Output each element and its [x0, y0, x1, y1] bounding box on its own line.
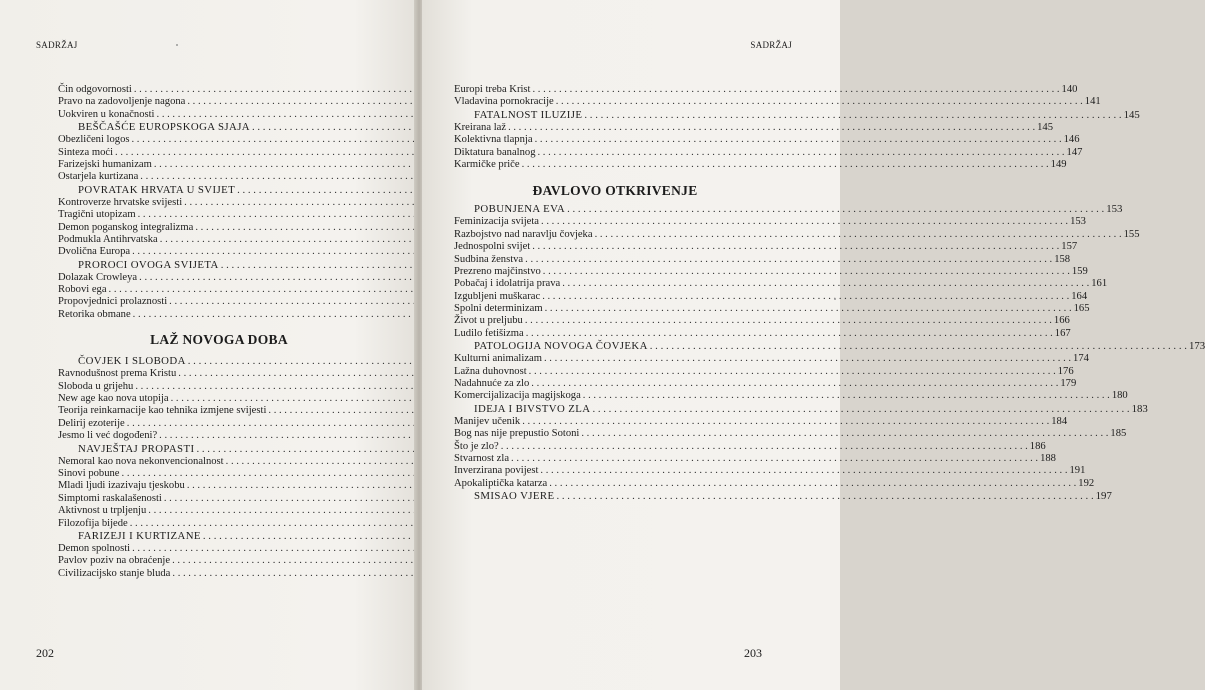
page-number: 203: [744, 646, 762, 660]
entry-title: Retorika obmane: [58, 308, 131, 320]
entry-page: 146: [1063, 134, 1080, 146]
entry-title: Kontroverze hrvatske svijesti: [58, 196, 183, 208]
dot-leader: [542, 291, 1069, 303]
dot-leader: [583, 390, 1110, 402]
dot-leader: [525, 254, 1052, 266]
toc-entry: [454, 158, 1067, 171]
dot-leader: [592, 403, 1129, 416]
entry-title: Dvolična Europa: [58, 246, 131, 258]
toc-entry: [454, 84, 1078, 96]
entry-page: 192: [1078, 477, 1095, 489]
toc-entry: [454, 365, 1074, 378]
entry-page: 145: [1037, 121, 1053, 133]
entry-page: 176: [1057, 365, 1074, 377]
paper-speck: [834, 298, 836, 300]
entry-title: FATALNOST ILUZIJE: [474, 108, 583, 121]
entry-page: 153: [1106, 203, 1123, 216]
entry-title: POVRATAK HRVATA U SVIJET: [78, 183, 236, 196]
entry-page: 161: [1091, 278, 1108, 290]
entry-title: Manijev učenik: [454, 415, 521, 427]
dot-leader: [581, 428, 1108, 440]
entry-title: PROROCI OVOGA SVIJETA: [78, 258, 219, 271]
entry-title: Kreirana laž: [454, 121, 507, 133]
toc-entry: [58, 96, 380, 108]
toc-entry: [58, 296, 380, 308]
running-head: SADRŽAJ: [36, 40, 78, 50]
entry-title: BEŠČAŠĆE EUROPSKOGA SJAJA: [78, 121, 250, 134]
entry-title: ČOVJEK I SLOBODA: [78, 355, 186, 368]
entry-page: 186: [1029, 440, 1046, 452]
entry-page: 188: [1040, 452, 1056, 464]
toc-entry: [58, 456, 380, 468]
entry-title: Pravo na zadovoljenje nagona: [58, 96, 186, 108]
entry-title: Karmičke priče: [454, 158, 520, 170]
toc-entry: [58, 171, 380, 183]
dot-leader: [533, 84, 1060, 96]
toc-subheading: [58, 259, 380, 272]
toc-entry: [454, 303, 1090, 315]
toc-section: [454, 84, 1140, 171]
toc-entry: [58, 246, 380, 258]
entry-title: IDEJA I BIVSTVO ZLA: [474, 402, 591, 415]
toc-list: [58, 84, 380, 580]
toc-entry: [454, 241, 1078, 253]
toc-entry: [454, 390, 1128, 402]
entry-title: Europi treba Krist: [454, 84, 531, 95]
toc-entry: [58, 468, 380, 480]
toc-entry: [454, 121, 1053, 134]
entry-page: 179: [1060, 378, 1077, 390]
toc-entry: [58, 493, 380, 505]
toc-entry: [58, 134, 380, 146]
entry-title: Propovjednici prolaznosti: [58, 296, 168, 308]
running-head: SADRŽAJ: [750, 40, 792, 50]
toc-subheading: [454, 340, 1205, 353]
toc-entry: [58, 272, 380, 284]
dot-leader: [567, 203, 1104, 216]
entry-title: Aktivnost u trpljenju: [58, 505, 147, 517]
entry-page: 173: [1188, 340, 1205, 353]
toc-entry: [58, 284, 380, 296]
entry-title: Tragični utopizam: [58, 209, 136, 221]
entry-page: 165: [1073, 303, 1090, 315]
toc-entry: [58, 368, 380, 380]
toc-entry: [58, 84, 380, 96]
entry-page: 159: [1071, 265, 1088, 277]
entry-page: 145: [1123, 108, 1140, 121]
toc-subheading: [58, 184, 380, 197]
toc-entry: [58, 147, 380, 159]
dot-leader: [543, 266, 1070, 278]
entry-page: 180: [1111, 390, 1128, 402]
dot-leader: [540, 465, 1067, 477]
toc-entry: [58, 430, 380, 442]
entry-page: 185: [1110, 428, 1127, 440]
entry-title: Izgubljeni muškarac: [454, 290, 541, 302]
entry-title: Nadahnuće za zlo: [454, 378, 530, 390]
entry-title: Robovi ega: [58, 284, 107, 296]
entry-title: Demon spolnosti: [58, 542, 131, 554]
dot-leader: [535, 134, 1062, 146]
entry-title: Pobačaj i idolatrija prava: [454, 278, 561, 290]
dot-leader: [532, 241, 1059, 253]
toc-subheading: [454, 402, 1148, 416]
entry-page: 140: [1061, 84, 1078, 95]
entry-page: 167: [1054, 327, 1071, 339]
dot-leader: [544, 353, 1071, 365]
entry-title: Teorija reinkarnacije kao tehnika izmjene svijesti: [58, 405, 267, 417]
toc-entry: [58, 405, 380, 417]
entry-title: FARIZEJI I KURTIZANE: [78, 529, 201, 542]
toc-subheading: [58, 443, 380, 456]
entry-title: Lažna duhovnost: [454, 365, 527, 377]
toc-entry: [454, 353, 1089, 365]
entry-title: Kolektivna tlapnja: [454, 134, 533, 146]
entry-title: Razbojstvo nad naravlju čovjeka: [454, 228, 593, 240]
entry-title: Spolni determinizam: [454, 303, 543, 315]
entry-title: Sinovi pobune: [58, 467, 120, 479]
toc-section: [58, 84, 380, 321]
toc-section: [58, 355, 380, 580]
toc-entry: [58, 480, 380, 492]
entry-title: Što je zlo?: [454, 440, 499, 452]
toc-subheading: [58, 355, 380, 368]
toc-entry: [454, 465, 1086, 477]
toc-entry: [454, 134, 1080, 146]
toc-entry: [58, 393, 380, 405]
entry-title: Vladavina pornokracije: [454, 96, 554, 108]
toc-list: [454, 84, 1205, 503]
entry-title: Jesmo li već dogođeni?: [58, 430, 158, 442]
dot-leader: [541, 216, 1068, 228]
page-number: 202: [36, 646, 54, 660]
toc-entry: [454, 290, 1088, 303]
toc-entry: [58, 234, 380, 246]
entry-title: Sudbina ženstva: [454, 253, 524, 265]
entry-title: Inverzirana povijest: [454, 465, 539, 477]
part-title: LAŽ NOVOGA DOBA: [150, 332, 288, 348]
entry-title: Dolazak Crowleya: [58, 271, 138, 283]
entry-page: 141: [1084, 96, 1101, 108]
entry-title: Ravnodušnost prema Kristu: [58, 368, 177, 380]
toc-entry: [454, 327, 1071, 340]
entry-page: 155: [1123, 228, 1140, 240]
toc-entry: [58, 197, 380, 209]
dot-leader: [508, 122, 1035, 134]
toc-entry: [58, 159, 380, 171]
right-page: [422, 0, 1205, 690]
toc-entry: [454, 315, 1070, 327]
toc-entry: [454, 452, 1056, 465]
toc-section: [454, 203, 1205, 503]
entry-title: Ostarjela kurtizana: [58, 171, 139, 183]
entry-title: Diktatura banalnog: [454, 146, 536, 158]
entry-title: Prezreno majčinstvo: [454, 265, 541, 277]
entry-title: Feminizacija svijeta: [454, 216, 540, 228]
entry-title: Pavlov poziv na obraćenje: [58, 555, 171, 567]
entry-page: 157: [1061, 241, 1078, 253]
entry-title: Jednospolni svijet: [454, 241, 531, 253]
entry-title: Komercijalizacija magijskoga: [454, 390, 581, 402]
entry-page: 184: [1051, 415, 1068, 427]
entry-page: 183: [1131, 402, 1148, 415]
entry-page: 197: [1095, 490, 1112, 503]
dot-leader: [522, 159, 1049, 171]
entry-title: Čin odgovornosti: [58, 84, 132, 95]
dot-leader: [562, 278, 1089, 290]
toc-subheading: [454, 108, 1140, 122]
entry-page: 149: [1050, 158, 1067, 170]
toc-entry: [58, 209, 380, 221]
entry-page: 166: [1053, 315, 1070, 327]
entry-title: Mladi ljudi izazivaju tjeskobu: [58, 480, 185, 492]
toc-entry: [58, 555, 380, 567]
entry-title: Bog nas nije prepustio Sotoni: [454, 428, 580, 440]
toc-entry: [58, 518, 380, 530]
entry-page: 153: [1070, 216, 1086, 228]
entry-title: POBUNJENA EVA: [474, 203, 566, 216]
toc-entry: [454, 278, 1108, 290]
entry-page: 164: [1071, 290, 1088, 302]
toc-entry: [58, 505, 380, 517]
toc-entry: [454, 378, 1077, 390]
entry-title: Filozofija bijede: [58, 517, 128, 529]
entry-title: Apokaliptička katarza: [454, 477, 548, 489]
dot-leader: [584, 109, 1121, 122]
dot-leader: [595, 229, 1122, 241]
entry-title: Civilizacijsko stanje bluda: [58, 567, 171, 579]
toc-entry: [454, 477, 1095, 490]
entry-title: Ludilo fetišizma: [454, 327, 524, 339]
entry-title: Život u preljubu: [454, 315, 523, 327]
entry-title: Podmukla Antihrvatska: [58, 233, 158, 245]
toc-entry: [58, 568, 380, 580]
toc-entry: [58, 109, 380, 121]
dot-leader: [525, 315, 1052, 327]
entry-title: Simptomi raskalašenosti: [58, 492, 162, 504]
dot-leader: [650, 340, 1187, 353]
dot-leader: [545, 303, 1072, 315]
entry-title: Uokviren u konačnosti: [58, 108, 155, 120]
entry-title: NAVJEŠTAJ PROPASTI: [78, 442, 195, 455]
entry-title: PATOLOGIJA NOVOGA ČOVJEKA: [474, 340, 648, 353]
toc-entry: [58, 418, 380, 430]
paper-speck: [176, 44, 178, 46]
toc-entry: [58, 543, 380, 555]
toc-entry: [454, 428, 1127, 440]
toc-entry: [454, 253, 1071, 266]
dot-leader: [511, 453, 1038, 465]
entry-title: Nemoral kao nova nekonvencionalnost: [58, 455, 224, 467]
dot-leader: [501, 441, 1028, 453]
toc-entry: [58, 309, 380, 321]
dot-leader: [538, 147, 1065, 159]
toc-subheading: [58, 121, 380, 134]
dot-leader: [526, 328, 1053, 340]
toc-entry: [58, 381, 380, 393]
entry-title: Demon poganskog integralizma: [58, 221, 194, 233]
entry-title: Sloboda u grijehu: [58, 380, 134, 392]
dot-leader: [529, 366, 1056, 378]
entry-page: 158: [1054, 253, 1071, 265]
entry-page: 174: [1073, 353, 1089, 365]
entry-title: Farizejski humanizam: [58, 158, 152, 170]
toc-entry: [58, 222, 380, 234]
entry-page: 191: [1069, 465, 1086, 477]
toc-subheading: [58, 530, 380, 543]
part-title: ĐAVLOVO OTKRIVENJE: [532, 183, 698, 199]
dot-leader: [556, 96, 1083, 108]
dot-leader: [522, 416, 1049, 428]
dot-leader: [531, 378, 1058, 390]
entry-title: Delirij ezoterije: [58, 417, 125, 429]
entry-title: Obezličeni logos: [58, 134, 130, 146]
toc-entry: [454, 440, 1046, 453]
toc-entry: [454, 96, 1101, 108]
dot-leader: [557, 490, 1094, 503]
toc-entry: [454, 415, 1068, 428]
toc-entry: [454, 216, 1086, 228]
entry-title: Stvarnost zla: [454, 452, 510, 464]
toc-subheading: [454, 203, 1123, 216]
entry-title: New age kao nova utopija: [58, 393, 169, 405]
toc-entry: [454, 228, 1140, 241]
entry-title: Kulturni animalizam: [454, 353, 542, 365]
toc-subheading: [454, 490, 1112, 503]
toc-entry: [454, 146, 1083, 159]
entry-title: Sinteza moći: [58, 146, 114, 158]
toc-entry: [454, 265, 1088, 278]
entry-page: 147: [1066, 146, 1083, 158]
dot-leader: [549, 478, 1076, 490]
entry-title: SMISAO VJERE: [474, 490, 555, 503]
left-page: [0, 0, 416, 690]
